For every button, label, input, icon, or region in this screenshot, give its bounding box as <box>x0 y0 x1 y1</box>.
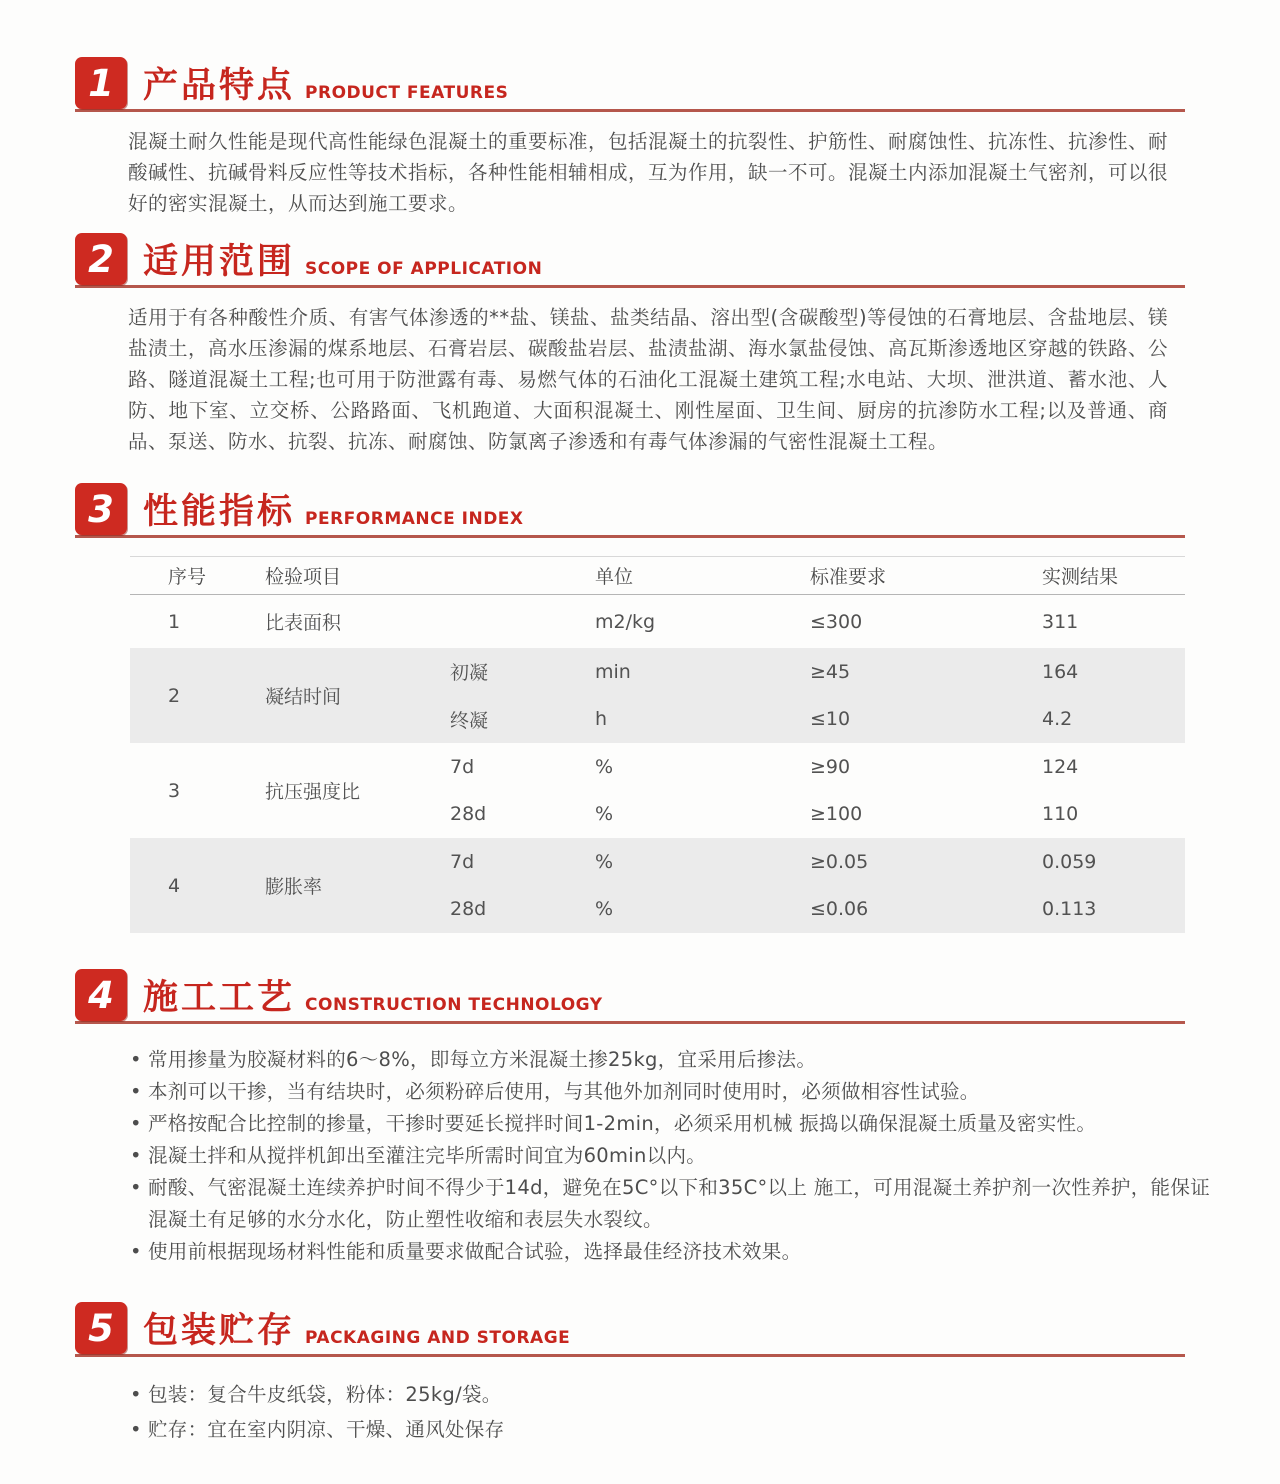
row-item: 膨胀率 <box>265 876 323 898</box>
table-row <box>130 838 1185 933</box>
row-result: 0.113 <box>1042 898 1097 921</box>
list-item: • 常用掺量为胶凝材料的6～8%，即每立方米混凝土掺25kg，宜采用后掺法。 <box>130 1044 1210 1076</box>
row-sub-name: 终凝 <box>450 709 489 732</box>
row-result: 164 <box>1042 660 1079 683</box>
row-unit: m2/kg <box>595 610 656 633</box>
col-header-standard: 标准要求 <box>810 566 887 588</box>
section-5-number-badge: 5 <box>75 1302 127 1354</box>
list-item: • 混凝土拌和从搅拌机卸出至灌注完毕所需时间宜为60min以内。 <box>130 1140 1210 1172</box>
section-3-number-badge: 3 <box>75 483 127 535</box>
row-item: 比表面积 <box>265 612 342 634</box>
row-standard: ≤10 <box>810 708 851 731</box>
list-item: • 严格按配合比控制的掺量，干掺时要延长搅拌时间1-2min，必须采用机械 振捣以确保混凝土质量及密实性。 <box>130 1108 1210 1140</box>
bullet-dot-icon: • <box>130 1383 142 1406</box>
section-5-titles <box>143 1311 571 1354</box>
table-row <box>130 648 1185 743</box>
row-no: 2 <box>168 684 181 707</box>
section-3-title-zh: 性能指标 <box>143 492 296 532</box>
col-header-result: 实测结果 <box>1042 566 1119 588</box>
section-2-number-badge: 2 <box>75 233 127 285</box>
section-4-title-zh: 施工工艺 <box>143 978 296 1018</box>
section-3-titles <box>143 492 524 535</box>
table-row <box>130 743 1185 838</box>
bullet-dot-icon: • <box>130 1240 142 1263</box>
section-4-number-badge: 4 <box>75 969 127 1021</box>
list-item: • 使用前根据现场材料性能和质量要求做配合试验，选择最佳经济技术效果。 <box>130 1236 1210 1268</box>
row-no: 1 <box>168 610 181 633</box>
bullet-dot-icon: • <box>130 1112 142 1135</box>
section-1-header <box>75 57 1185 112</box>
performance-index-table <box>130 556 1185 933</box>
row-sub-name: 28d <box>450 803 487 826</box>
row-unit: % <box>595 803 614 826</box>
row-standard: ≤0.06 <box>810 898 869 921</box>
col-header-unit: 单位 <box>595 566 634 588</box>
row-standard: ≥45 <box>810 660 851 683</box>
row-no: 4 <box>168 874 181 897</box>
bullet-dot-icon: • <box>130 1048 142 1071</box>
scope-of-application-paragraph: 适用于有各种酸性介质、有害气体渗透的**盐、镁盐、盐类结晶、溶出型(含碳酸型)等侵蚀的石膏地层、含盐地层、镁盐渍土，高水压渗漏的煤系地层、石膏岩层、碳酸盐岩层、盐渍盐湖、海水氯盐侵蚀、高瓦斯渗透地区穿越的铁路、公路、隧道混凝土工程;也可用于防泄露有毒、易燃气体的石油化工混凝土建筑工程;水电站、大坝、泄洪道、蓄水池、人防、地下室、立交桥、公路路面、飞机跑道、大面积混凝土、刚性屋面、卫生间、厨房的抗渗防水工程;以及普通、商品、泵送、防水、抗裂、抗冻、耐腐蚀、防氯离子渗透和有毒气体渗漏的气密性混凝土工程。 <box>128 306 1169 453</box>
row-standard: ≥90 <box>810 755 851 778</box>
bullet-dot-icon: • <box>130 1176 142 1199</box>
col-header-no: 序号 <box>168 566 207 588</box>
list-item: • 贮存：宜在室内阴凉、干燥、通风处保存 <box>130 1412 1210 1447</box>
section-2-title-en: SCOPE OF APPLICATION <box>305 259 543 279</box>
section-1-title-zh: 产品特点 <box>143 66 296 106</box>
section-1-titles <box>143 66 509 109</box>
row-no: 3 <box>168 779 181 802</box>
page-content <box>0 57 1280 1447</box>
row-unit: min <box>595 660 631 683</box>
row-sub-name: 7d <box>450 755 475 778</box>
section-1-number-badge: 1 <box>75 57 127 109</box>
row-result: 0.059 <box>1042 850 1097 873</box>
section-4-titles <box>143 978 603 1021</box>
row-sub-name: 28d <box>450 898 487 921</box>
row-standard: ≥0.05 <box>810 850 869 873</box>
section-5-title-en: PACKAGING AND STORAGE <box>305 1328 571 1348</box>
section-5-header <box>75 1302 1185 1357</box>
row-result: 311 <box>1042 610 1079 633</box>
construction-technology-list <box>130 1044 1210 1268</box>
row-unit: % <box>595 755 614 778</box>
row-result: 124 <box>1042 755 1079 778</box>
section-1-title-en: PRODUCT FEATURES <box>305 83 509 103</box>
section-2-titles <box>143 242 543 285</box>
section-2-title-zh: 适用范围 <box>143 242 296 282</box>
row-standard: ≥100 <box>810 803 863 826</box>
row-standard: ≤300 <box>810 610 863 633</box>
bullet-dot-icon: • <box>130 1144 142 1167</box>
section-2-header <box>75 233 1185 288</box>
section-3-title-en: PERFORMANCE INDEX <box>305 509 524 529</box>
table-header-row <box>130 557 1185 595</box>
product-features-paragraph: 混凝土耐久性能是现代高性能绿色混凝土的重要标准，包括混凝土的抗裂性、护筋性、耐腐蚀性、抗冻性、抗渗性、耐酸碱性、抗碱骨料反应性等技术指标，各种性能相辅相成，互为作用，缺一不可。混凝土内添加混凝土气密剂，可以很好的密实混凝土，从而达到施工要求。 <box>128 130 1169 215</box>
section-3-header <box>75 483 1185 538</box>
table-row <box>130 595 1185 648</box>
bullet-dot-icon: • <box>130 1080 142 1103</box>
row-unit: h <box>595 708 608 731</box>
row-result: 110 <box>1042 803 1079 826</box>
packaging-storage-list <box>130 1377 1210 1447</box>
row-sub-name: 7d <box>450 850 475 873</box>
list-item: • 包装：复合牛皮纸袋，粉体：25kg/袋。 <box>130 1377 1210 1412</box>
section-4-title-en: CONSTRUCTION TECHNOLOGY <box>305 995 603 1015</box>
row-item: 抗压强度比 <box>265 781 361 803</box>
row-item: 凝结时间 <box>265 686 342 708</box>
list-item: • 本剂可以干掺，当有结块时，必须粉碎后使用，与其他外加剂同时使用时，必须做相容性试验。 <box>130 1076 1210 1108</box>
list-item: • 耐酸、气密混凝土连续养护时间不得少于14d，避免在5C°以下和35C°以上 施工，可用混凝土养护剂一次性养护，能保证混凝土有足够的水分水化，防止塑性收缩和表层失水裂纹。 <box>130 1172 1210 1236</box>
section-5-title-zh: 包装贮存 <box>143 1311 296 1351</box>
row-unit: % <box>595 898 614 921</box>
row-result: 4.2 <box>1042 708 1073 731</box>
section-4-header <box>75 969 1185 1024</box>
row-unit: % <box>595 850 614 873</box>
col-header-item: 检验项目 <box>265 566 342 588</box>
bullet-dot-icon: • <box>130 1418 142 1441</box>
row-sub-name: 初凝 <box>450 662 489 685</box>
